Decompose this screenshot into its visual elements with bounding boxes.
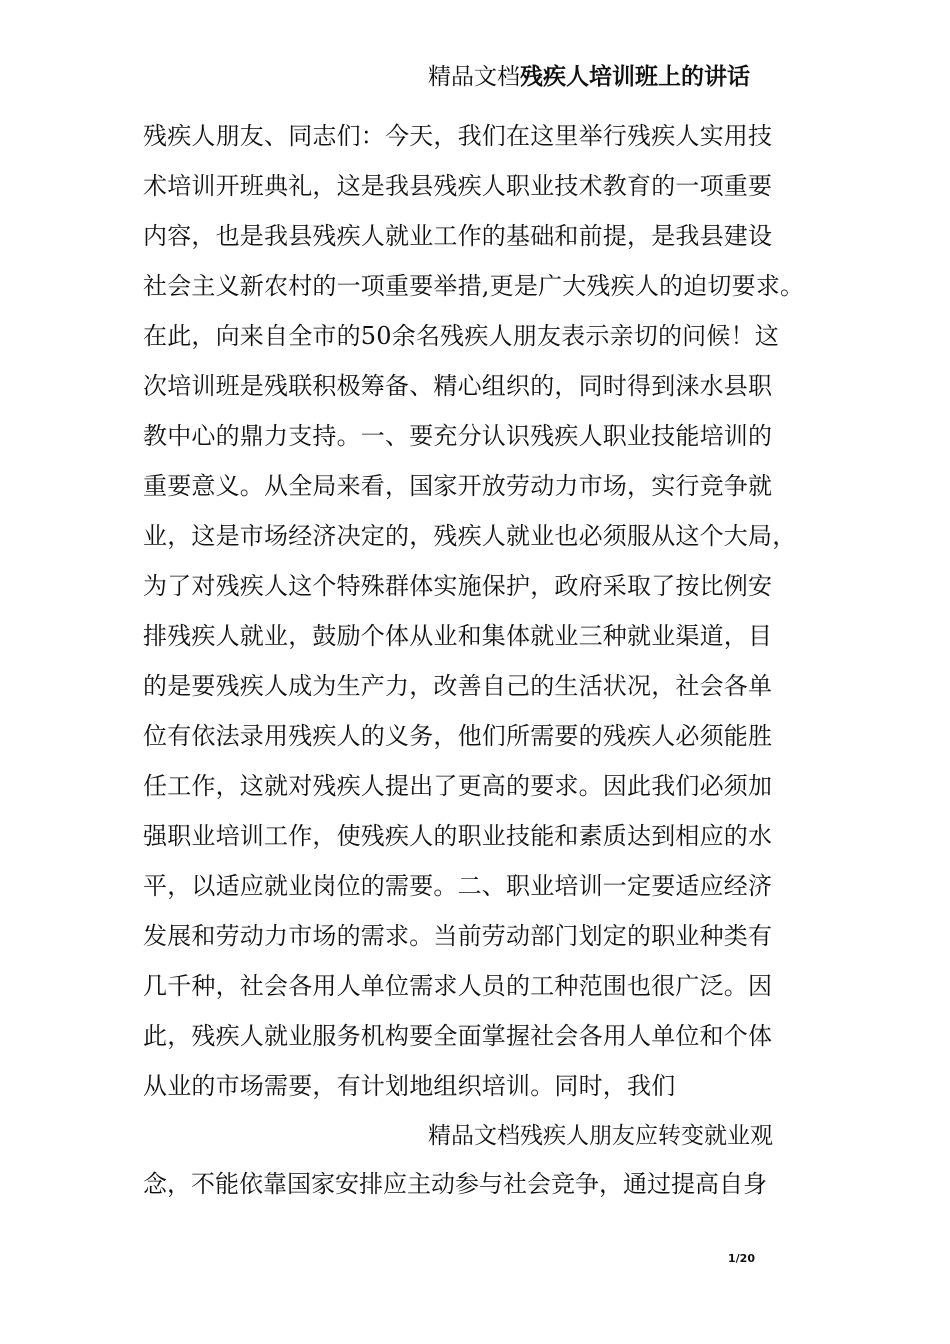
body-line: 业，这是市场经济决定的，残疾人就业也必须服从这个大局， (143, 522, 797, 550)
title-prefix: 精品文档 (428, 64, 520, 90)
body-line: 几千种，社会各用人单位需求人员的工种范围也很广泛。因 (143, 972, 773, 1000)
body-line: 的是要残疾人成为生产力，改善自己的生活状况，社会各单 (143, 672, 773, 700)
continuation-line: 念，不能依靠国家安排应主动参与社会竞争，通过提高自身 (143, 1170, 767, 1198)
body-line: 此，残疾人就业服务机构要全面掌握社会各用人单位和个体 (143, 1022, 773, 1050)
page-number: 1/20 (728, 1252, 755, 1265)
body-line: 次培训班是残联积极筹备、精心组织的，同时得到涞水县职 (143, 372, 773, 400)
continuation-heading: 精品文档残疾人朋友应转变就业观 (428, 1123, 773, 1149)
document-body (143, 111, 863, 1111)
body-line: 在此，向来自全市的50余名残疾人朋友表示亲切的问候！这 (143, 322, 779, 350)
body-line: 位有依法录用残疾人的义务，他们所需要的残疾人必须能胜 (143, 722, 773, 750)
body-line: 残疾人朋友、同志们：今天，我们在这里举行残疾人实用技 (143, 122, 773, 150)
body-line: 术培训开班典礼，这是我县残疾人职业技术教育的一项重要 (143, 172, 773, 200)
body-line: 重要意义。从全局来看，国家开放劳动力市场，实行竞争就 (143, 472, 773, 500)
body-line: 为了对残疾人这个特殊群体实施保护，政府采取了按比例安 (143, 572, 773, 600)
body-line: 社会主义新农村的一项重要举措,更是广大残疾人的迫切要求。 (143, 272, 805, 300)
document-title (428, 62, 750, 92)
body-line: 从业的市场需要，有计划地组织培训。同时，我们 (143, 1072, 676, 1100)
body-line: 教中心的鼎力支持。一、要充分认识残疾人职业技能培训的 (143, 422, 773, 450)
body-line: 排残疾人就业，鼓励个体从业和集体就业三种就业渠道，目 (143, 622, 773, 650)
body-line: 强职业培训工作，使残疾人的职业技能和素质达到相应的水 (143, 822, 773, 850)
title-text: 残疾人培训班上的讲话 (520, 64, 750, 90)
body-line: 平，以适应就业岗位的需要。二、职业培训一定要适应经济 (143, 872, 773, 900)
body-line: 任工作，这就对残疾人提出了更高的要求。因此我们必须加 (143, 772, 773, 800)
body-line: 发展和劳动力市场的需求。当前劳动部门划定的职业种类有 (143, 922, 773, 950)
body-line: 内容，也是我县残疾人就业工作的基础和前提，是我县建设 (143, 222, 773, 250)
